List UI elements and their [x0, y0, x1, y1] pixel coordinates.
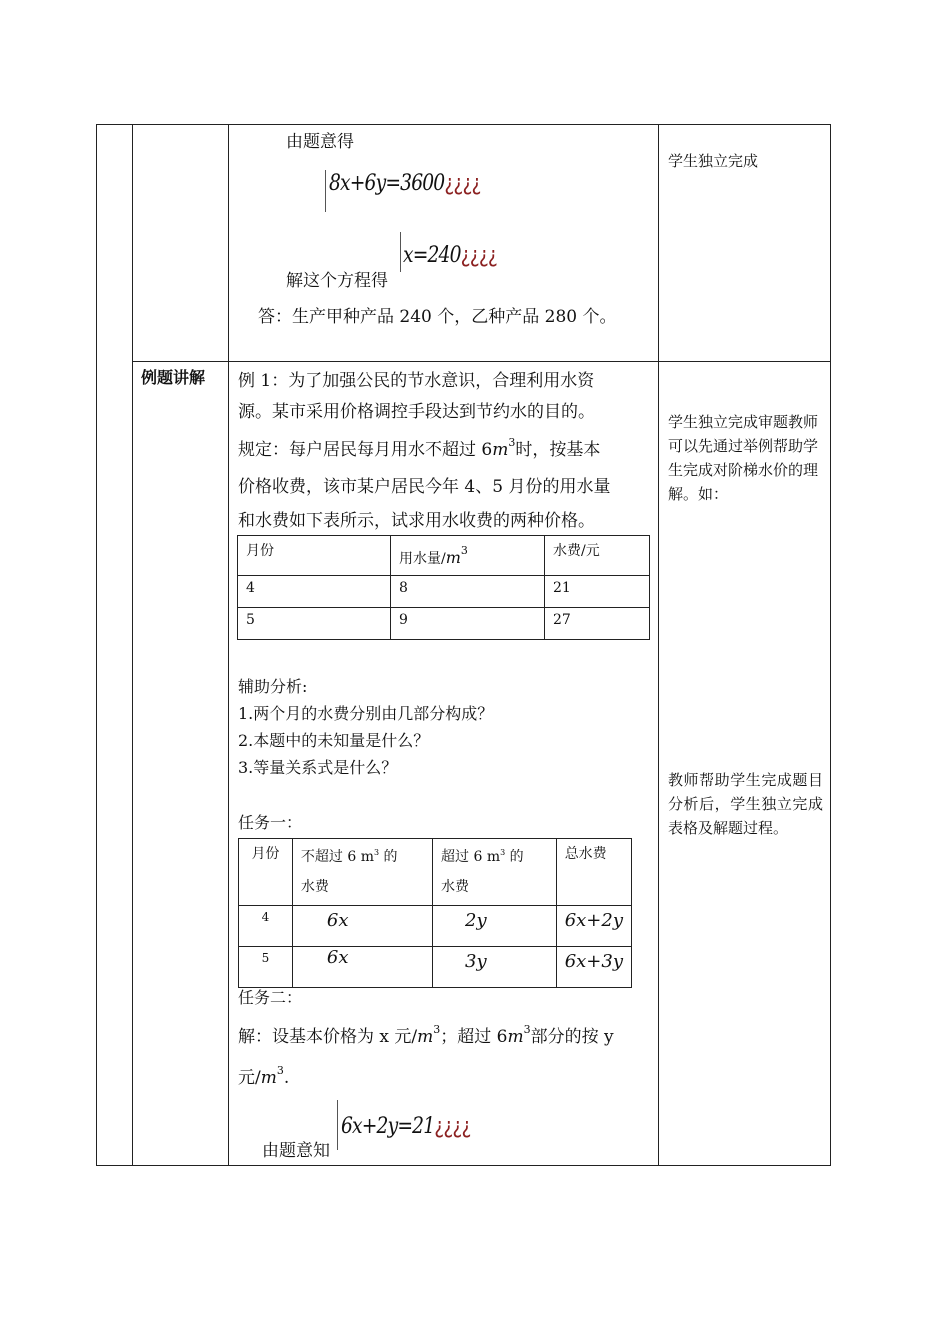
table1-header-month — [238, 536, 391, 576]
table1-cell: 27 — [545, 608, 650, 640]
table1-cell: 4 — [238, 576, 391, 608]
table2-header-under-c: 水费 — [300, 879, 329, 895]
table-row — [238, 608, 650, 640]
answer-text: 答：生产甲种产品 240 个，乙种产品 280 个。 — [258, 307, 617, 327]
solution-line-2-a: 元/ — [238, 1068, 261, 1088]
solve-label: 解这个方程得 — [286, 271, 388, 291]
table-row — [239, 906, 632, 947]
table2-header-over-a: 超过 6 m — [441, 849, 501, 865]
problem-line-1: 例 1：为了加强公民的节水意识，合理利用水资 — [238, 371, 595, 391]
table1-cell: 21 — [545, 576, 650, 608]
equation-text-2: x=240 — [403, 243, 461, 268]
table1-cell: 9 — [391, 608, 545, 640]
equation-line-2 — [403, 243, 497, 268]
equation-text-3: 6x+2y=21 — [341, 1114, 435, 1139]
known-label: 由题意知 — [262, 1141, 330, 1161]
outer-border-top — [96, 124, 831, 125]
table2-cell-under: 6x — [292, 906, 432, 947]
column-divider-2 — [228, 124, 229, 1166]
column-divider-1 — [132, 124, 133, 1166]
table1-header-usage-text: 用水量/ — [399, 551, 446, 567]
unit-m: m — [492, 440, 509, 460]
table2-cell-total: 6x+2y — [556, 906, 631, 947]
table1-cell: 8 — [391, 576, 545, 608]
solution-intro: 由题意得 — [286, 132, 354, 152]
table2-cell-month: 4 — [239, 906, 293, 947]
solution-unit-m-1: m — [417, 1027, 434, 1047]
analysis-question-3: 3.等量关系式是什么？ — [238, 758, 398, 777]
analysis-title: 辅助分析: — [238, 677, 308, 696]
task2-title: 任务二： — [238, 988, 303, 1007]
problem-line-2: 源。某市采用价格调控手段达到节约水的目的。 — [238, 402, 595, 422]
column-divider-3 — [658, 124, 659, 1166]
table1-header-usage-exp: 3 — [460, 544, 468, 557]
rule-line-3: 和水费如下表所示，试求用水收费的两种价格。 — [238, 511, 595, 531]
solution-line-1-b: ；超过 6 — [440, 1027, 508, 1047]
table2-header-under — [292, 839, 432, 906]
task1-title: 任务一： — [238, 813, 303, 832]
solution-unit-m-2: m — [507, 1027, 524, 1047]
solution-line-2-b: . — [283, 1068, 290, 1088]
task1-table — [238, 838, 632, 988]
garbled-glyphs-2: ¿¿¿¿ — [460, 243, 497, 268]
table2-header-over — [433, 839, 557, 906]
table1-header-usage-wrap — [399, 544, 468, 567]
table2-header-over-exp: 3 — [500, 848, 506, 857]
table2-header-month: 月份 — [239, 839, 293, 906]
table2-cell-over: 2y — [433, 906, 557, 947]
table1-header-cost — [545, 536, 650, 576]
table1-header-usage-unit: m — [445, 548, 461, 567]
table2-cell-total: 6x+3y — [556, 947, 631, 988]
table2-cell-month: 5 — [239, 947, 293, 988]
solution-unit-exp-1: 3 — [433, 1023, 441, 1036]
rule-suffix: 时，按基本 — [515, 440, 601, 460]
equation-brace-3 — [337, 1100, 338, 1150]
outer-border-left — [96, 124, 97, 1166]
equation-line-3 — [341, 1114, 471, 1139]
equation-text-1: 8x+6y=3600 — [329, 171, 445, 196]
table2-header-over-c: 水费 — [441, 879, 470, 895]
side-note-top: 学生独立完成 — [668, 152, 759, 170]
outer-border-right — [830, 124, 831, 1166]
table2-header-under-b: 的 — [379, 849, 398, 865]
solution-unit-m-3: m — [260, 1068, 277, 1088]
solution-unit-exp-3: 3 — [276, 1064, 284, 1077]
analysis-question-2: 2.本题中的未知量是什么？ — [238, 731, 430, 750]
rule-prefix: 规定：每户居民每月用水不超过 6 — [238, 440, 493, 460]
equation-brace-2 — [400, 232, 401, 272]
rule-line-1 — [238, 435, 600, 460]
solution-line-1 — [238, 1022, 614, 1047]
table2-header-over-b: 的 — [505, 849, 524, 865]
table2-header-under-a: 不超过 6 m — [300, 849, 374, 865]
table1-header-cost-text: 水费/元 — [553, 543, 600, 559]
analysis-question-1: 1.两个月的水费分别由几部分构成？ — [238, 704, 494, 723]
equation-line-1 — [329, 171, 481, 196]
table1-cell: 5 — [238, 608, 391, 640]
solution-line-2 — [238, 1063, 289, 1088]
rule-line-2: 价格收费，该市某户居民今年 4、5 月份的用水量 — [238, 477, 611, 497]
water-usage-table — [237, 535, 650, 640]
table-row — [238, 576, 650, 608]
table2-header-total: 总水费 — [556, 839, 631, 906]
table1-header-usage — [391, 536, 545, 576]
row-divider — [132, 361, 831, 362]
solution-unit-exp-2: 3 — [523, 1023, 531, 1036]
solution-line-1-a: 解：设基本价格为 x 元/ — [238, 1027, 418, 1047]
table-row — [239, 947, 632, 988]
solution-line-1-c: 部分的按 y — [530, 1027, 614, 1047]
side-note-example-2: 教师帮助学生完成题目分析后，学生独立完成表格及解题过程。 — [668, 771, 823, 837]
equation-brace-1 — [325, 170, 326, 212]
side-note-example-1: 学生独立完成审题教师可以先通过举例帮助学生完成对阶梯水价的理解。如： — [668, 413, 819, 503]
table2-cell-over: 3y — [433, 947, 557, 988]
table1-header-month-text: 月份 — [246, 543, 274, 559]
outer-border-bottom — [96, 1165, 831, 1166]
garbled-glyphs-3: ¿¿¿¿ — [434, 1114, 471, 1139]
table2-cell-under: 6x — [292, 947, 432, 988]
section-label: 例题讲解 — [141, 368, 206, 387]
unit-exponent: 3 — [508, 436, 516, 449]
table2-header-under-exp: 3 — [373, 848, 380, 857]
garbled-glyphs-1: ¿¿¿¿ — [444, 171, 481, 196]
